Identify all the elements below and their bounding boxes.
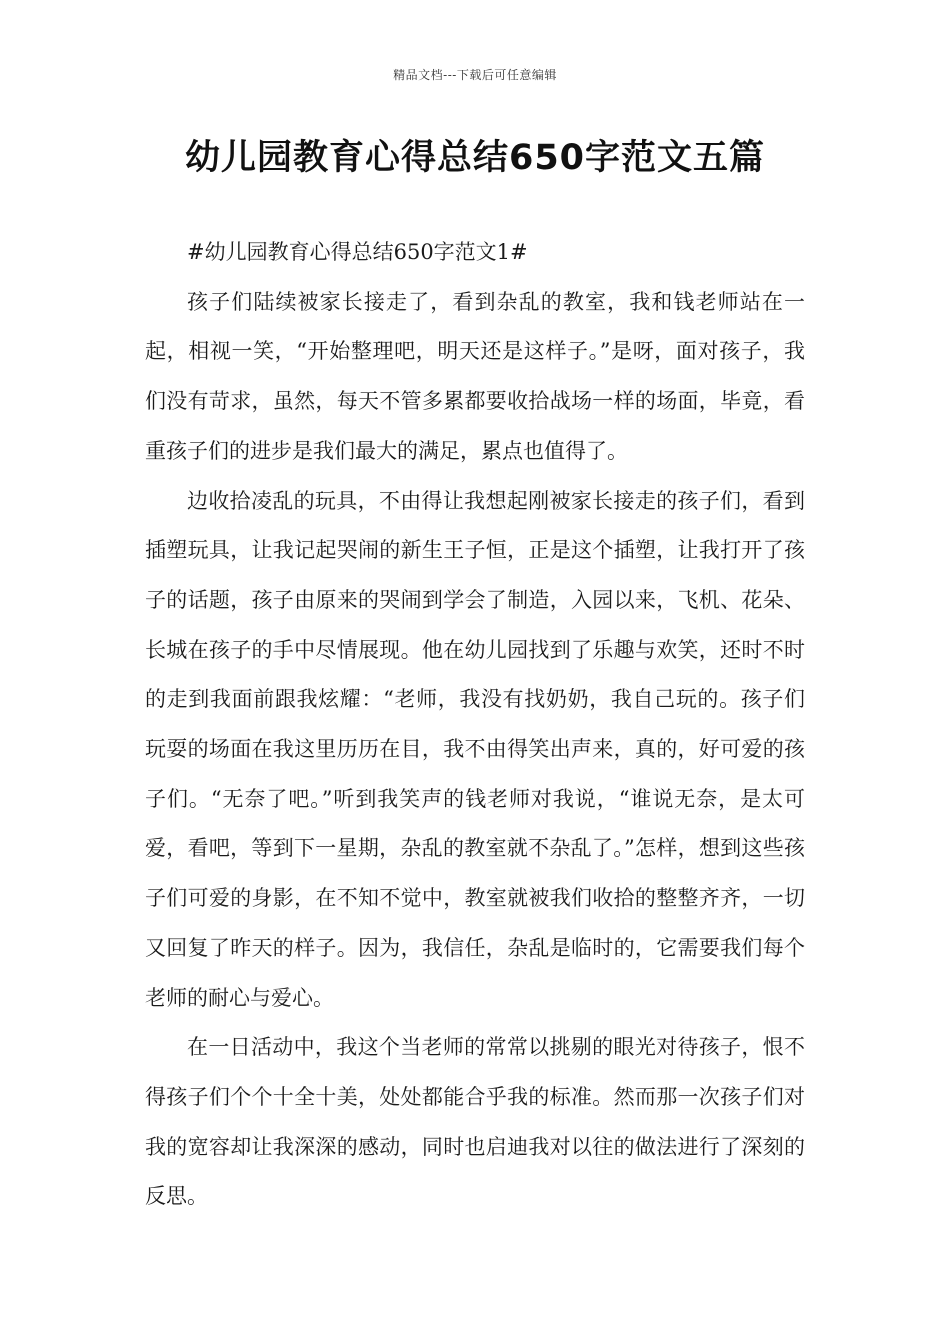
paragraph-3: 在一日活动中，我这个当老师的常常以挑剔的眼光对待孩子，恨不得孩子们个个十全十美，处处都能合乎我的标准。然而那一次孩子们对我的宽容却让我深深的感动，同时也启迪我对以往的做法进行了深刻的反思。	[145, 1035, 805, 1209]
section-heading: #幼儿园教育心得总结650字范文1#	[187, 240, 528, 264]
paragraph-1: 孩子们陆续被家长接走了，看到杂乱的教室，我和钱老师站在一起，相视一笑，“开始整理吧，明天还是这样子。”是呀，面对孩子，我们没有苛求，虽然，每天不管多累都要收拾战场一样的场面，毕竟，看重孩子们的进步是我们最大的满足，累点也值得了。	[145, 289, 805, 463]
document-body	[145, 228, 805, 1222]
paragraph-2: 边收拾凌乱的玩具，不由得让我想起刚被家长接走的孩子们，看到插塑玩具，让我记起哭闹的新生王子恒，正是这个插塑，让我打开了孩子的话题，孩子由原来的哭闹到学会了制造，入园以来，飞机、花朵、长城在孩子的手中尽情展现。他在幼儿园找到了乐趣与欢笑，还时不时的走到我面前跟我炫耀：“老师，我没有找奶奶，我自己玩的。孩子们玩耍的场面在我这里历历在目，我不由得笑出声来，真的，好可爱的孩子们。“无奈了吧。”听到我笑声的钱老师对我说，“谁说无奈，是太可爱，看吧，等到下一星期，杂乱的教室就不杂乱了。”怎样，想到这些孩子们可爱的身影，在不知不觉中，教室就被我们收拾的整整齐齐，一切又回复了昨天的样子。因为，我信任，杂乱是临时的，它需要我们每个老师的耐心与爱心。	[145, 488, 805, 1010]
document-title: 幼儿园教育心得总结650字范文五篇	[184, 138, 766, 178]
header-note: 精品文档---下载后可任意编辑	[393, 68, 557, 82]
